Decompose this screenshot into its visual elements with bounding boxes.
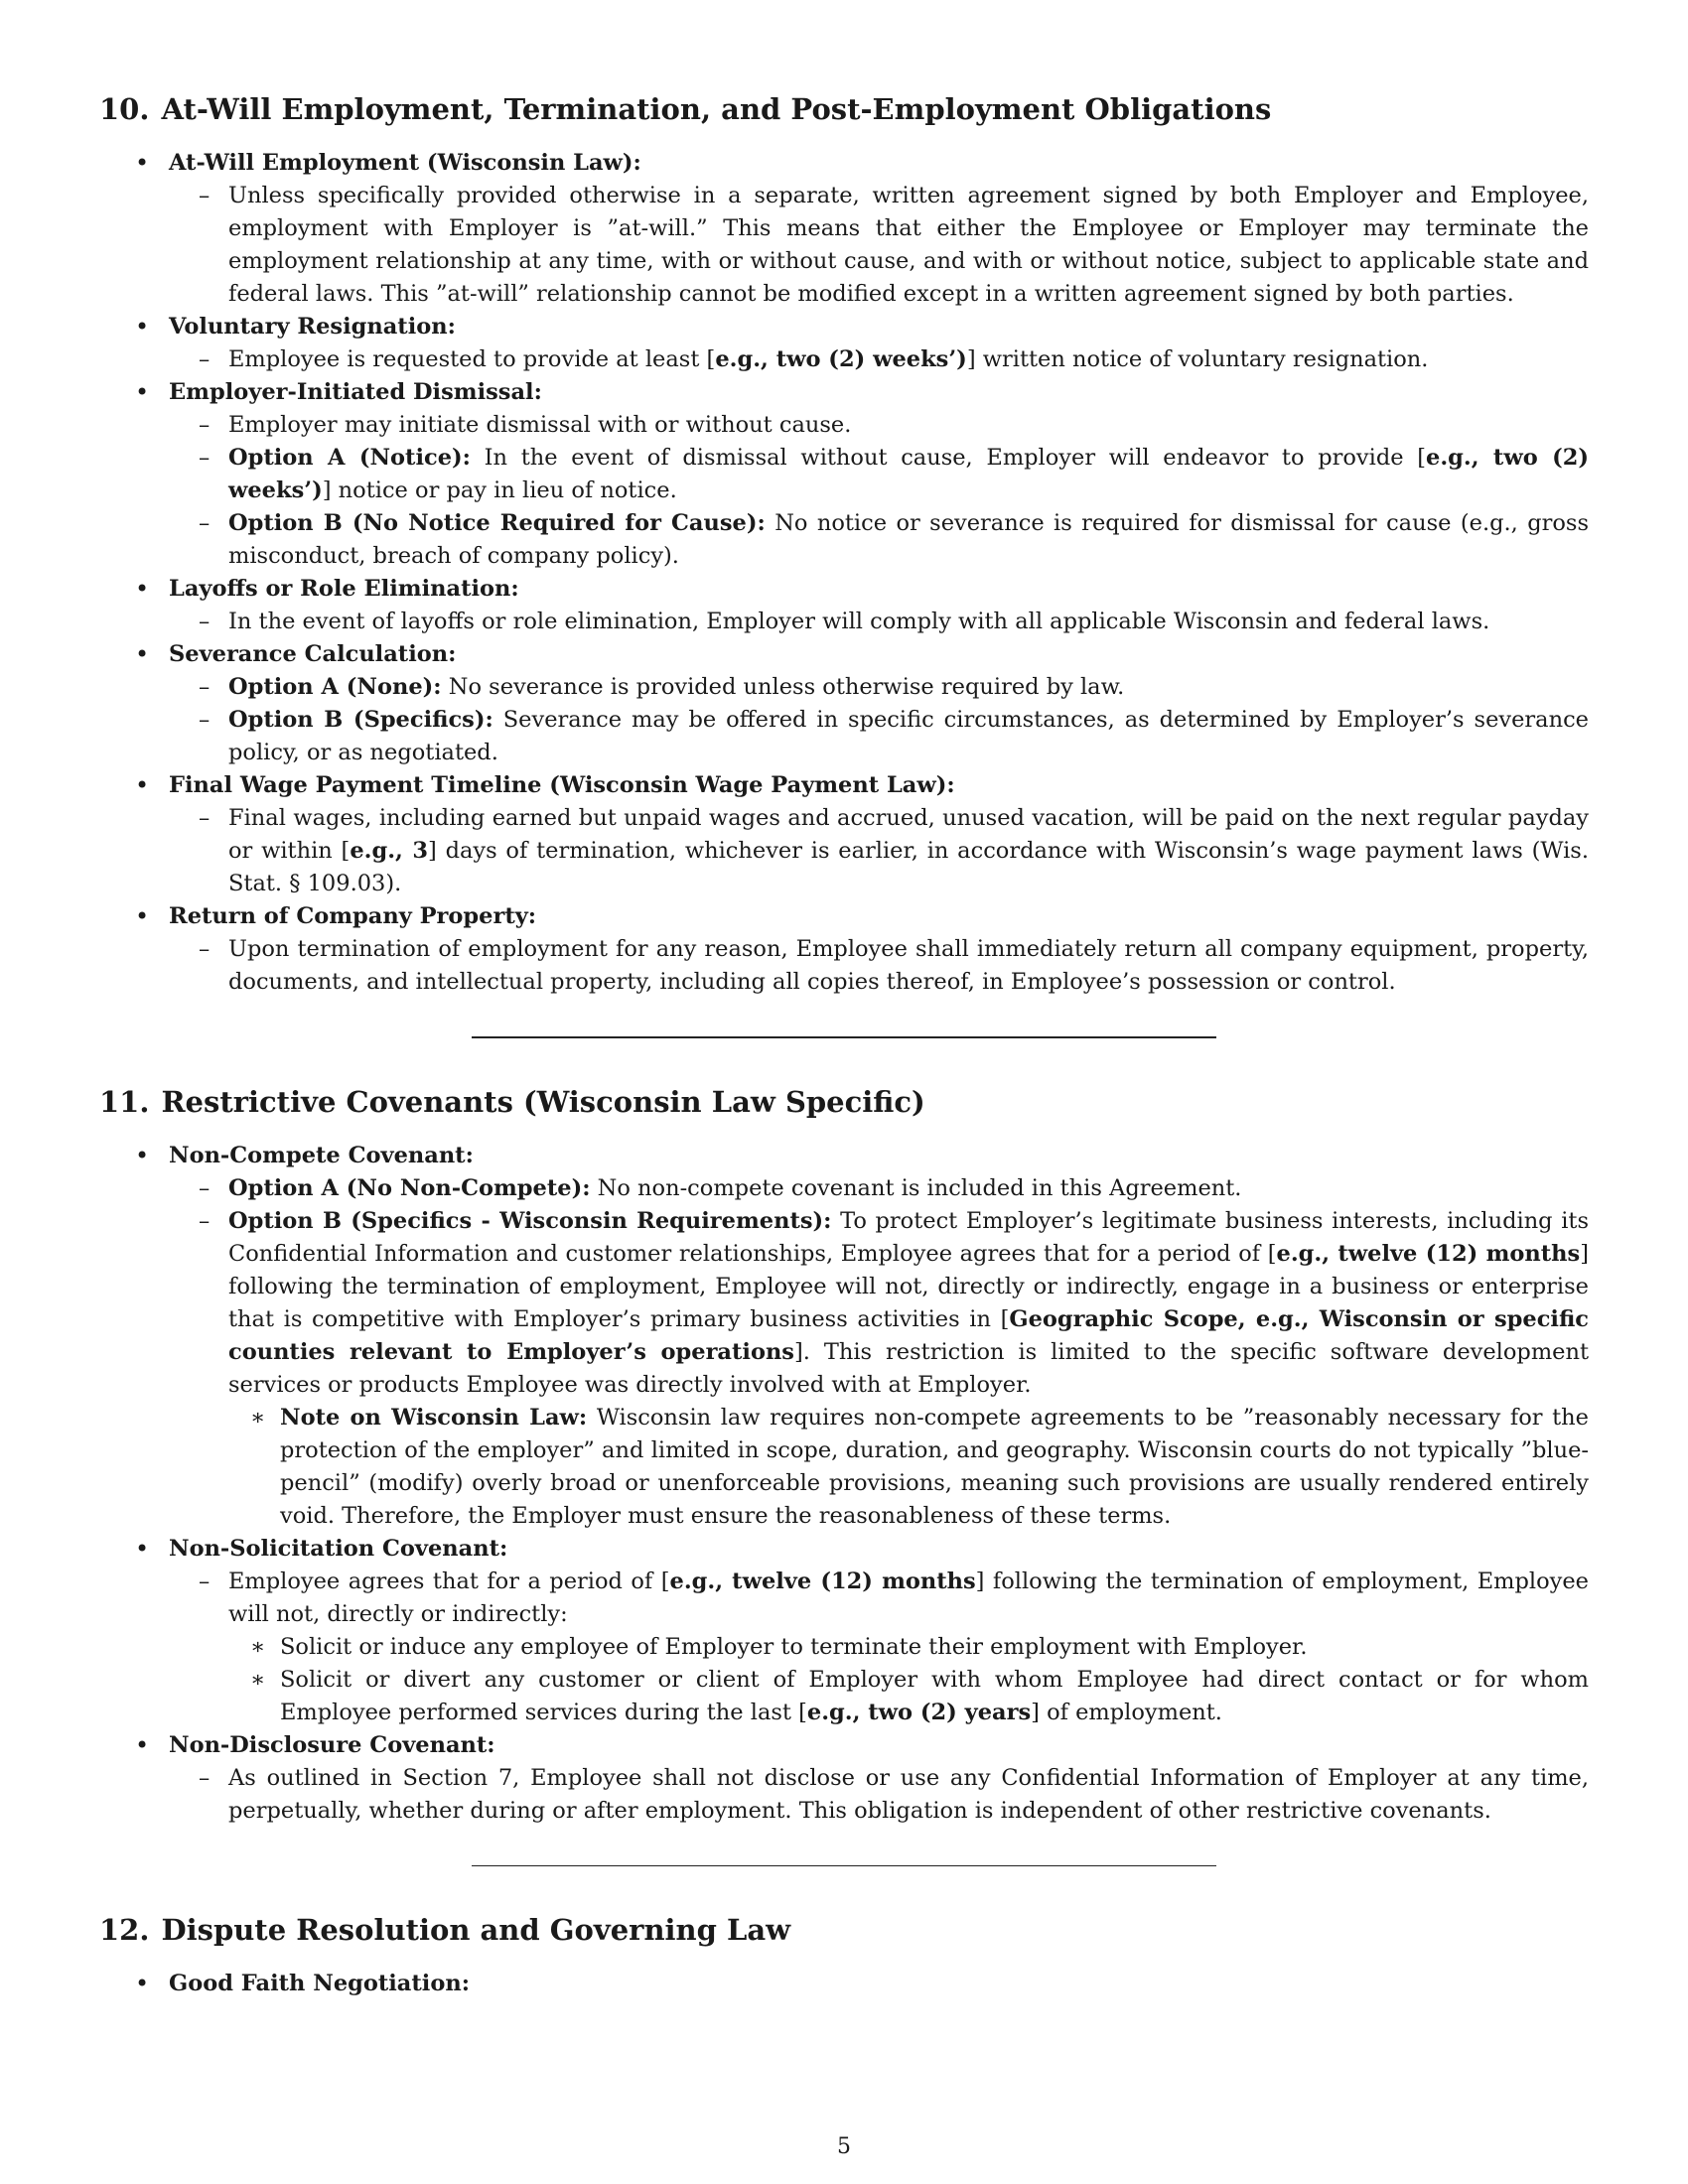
section-divider (472, 1036, 1216, 1038)
sub-item: – Option A (No Non-Compete): No non-compete covenant is included in this Agreement. (169, 1172, 1589, 1205)
note-item: ∗ Note on Wisconsin Law: Wisconsin law requires non-compete agreements to be ”reasonably necessary for the protection of the employer” and limited in scope, duration, and geography. Wisconsin courts do not typically ”blue-pencil” (modify) overly broad or unenforceable provisions, meaning such provisions are usually rendered entirely void. Therefore, the Employer must ensure the reasonableness of these terms. (228, 1402, 1589, 1533)
section-heading: 12. Dispute Resolution and Governing Law (99, 1913, 791, 1947)
list-item: • At-Will Employment (Wisconsin Law): – Unless specifically provided otherwise in a separate, written agreement signed by both Employer and Employee, employment with Employer is ”at-will.” This means that either the Employee or Employer may terminate the employment relationship at any time, with or without cause, and with or without notice, subject to applicable state and federal laws. This ”at-will” relationship cannot be modified except in a written agreement signed by both parties. (99, 147, 1589, 311)
section-heading: 10. At-Will Employment, Termination, and Post-Employment Obligations (99, 92, 1272, 126)
section-divider (472, 1865, 1216, 1866)
sub-item: – Upon termination of employment for any reason, Employee shall immediately return all company equipment, property, documents, and intellectual property, including all copies thereof, in Employee’s possession or control. (169, 933, 1589, 999)
sub-item: – Option A (Notice): In the event of dismissal without cause, Employer will endeavor to provide [e.g., two (2) weeks’)] notice or pay in lieu of notice. (169, 442, 1589, 507)
sub-item: – Unless specifically provided otherwise in a separate, written agreement signed by both Employer and Employee, employment with Employer is ”at-will.” This means that either the Employee or Employer may terminate the employment relationship at any time, with or without cause, and with or without notice, subject to applicable state and federal laws. This ”at-will” relationship cannot be modified except in a written agreement signed by both parties. (169, 180, 1589, 311)
sub-item: – Employee agrees that for a period of [e.g., twelve (12) months] following the termination of employment, Employee will not, directly or indirectly: ∗ Solicit or induce any employee of Employer to terminate their employment with Employer. ∗ Solicit or divert any customer or client of Employer with whom Employee had direct contact or for whom Employee performed services during the last [e.g., two (2) years] of employment. (169, 1566, 1589, 1729)
note-item: ∗ Solicit or induce any employee of Employer to terminate their employment with Employer. (228, 1631, 1589, 1664)
list-item: • Non-Solicitation Covenant: – Employee agrees that for a period of [e.g., twelve (12) months] following the termination of employment, Employee will not, directly or indirectly: ∗ Solicit or induce any employee of Employer to terminate their employment with Employer. ∗ Solicit or divert any customer or client of Employer with whom Employee had direct contact or for whom Employee performed services during the last [e.g., two (2) years] of employment. (99, 1533, 1589, 1729)
sub-item: – Option B (No Notice Required for Cause): No notice or severance is required for dismissal for cause (e.g., gross misconduct, breach of company policy). (169, 507, 1589, 573)
list-item: • Voluntary Resignation: – Employee is requested to provide at least [e.g., two (2) weeks’)] written notice of voluntary resignation. (99, 311, 1589, 376)
sub-item: – Employee is requested to provide at least [e.g., two (2) weeks’)] written notice of voluntary resignation. (169, 343, 1589, 376)
note-item: ∗ Solicit or divert any customer or client of Employer with whom Employee had direct contact or for whom Employee performed services during the last [e.g., two (2) years] of employment. (228, 1664, 1589, 1729)
sub-item: – As outlined in Section 7, Employee shall not disclose or use any Confidential Information of Employer at any time, perpetually, whether during or after employment. This obligation is independent of other restrictive covenants. (169, 1762, 1589, 1828)
list-item: • Non-Disclosure Covenant: – As outlined in Section 7, Employee shall not disclose or use any Confidential Information of Employer at any time, perpetually, whether during or after employment. This obligation is independent of other restrictive covenants. (99, 1729, 1589, 1828)
section-list (99, 1140, 1589, 1828)
list-item: • Layoffs or Role Elimination: – In the event of layoffs or role elimination, Employer will comply with all applicable Wisconsin and federal laws. (99, 573, 1589, 638)
list-item: • Final Wage Payment Timeline (Wisconsin Wage Payment Law): – Final wages, including earned but unpaid wages and accrued, unused vacation, will be paid on the next regular payday or within [e.g., 3] days of termination, whichever is earlier, in accordance with Wisconsin’s wage payment laws (Wis. Stat. § 109.03). (99, 769, 1589, 900)
section-list (99, 147, 1589, 999)
list-item: • Severance Calculation: – Option A (None): No severance is provided unless otherwise required by law. – Option B (Specifics): Severance may be offered in specific circumstances, as determined by Employer’s severance policy, or as negotiated. (99, 638, 1589, 769)
page-number: 5 (837, 2134, 851, 2159)
sub-item: – Final wages, including earned but unpaid wages and accrued, unused vacation, will be paid on the next regular payday or within [e.g., 3] days of termination, whichever is earlier, in accordance with Wisconsin’s wage payment laws (Wis. Stat. § 109.03). (169, 802, 1589, 900)
list-item: • Return of Company Property: – Upon termination of employment for any reason, Employee shall immediately return all company equipment, property, documents, and intellectual property, including all copies thereof, in Employee’s possession or control. (99, 900, 1589, 999)
section-heading: 11. Restrictive Covenants (Wisconsin Law Specific) (99, 1085, 925, 1119)
document-page (99, 89, 1589, 2000)
sub-item: – Option B (Specifics - Wisconsin Requirements): To protect Employer’s legitimate business interests, including its Confidential Information and customer relationships, Employee agrees that for a period of [e.g., twelve (12) months] following the termination of employment, Employee will not, directly or indirectly, engage in a business or enterprise that is competitive with Employer’s primary business activities in [Geographic Scope, e.g., Wisconsin or specific counties relevant to Employer’s operations]. This restriction is limited to the specific software development services or products Employee was directly involved with at Employer. ∗ Note on Wisconsin Law: Wisconsin law requires non-compete agreements to be ”reasonably necessary for the protection of the employer” and limited in scope, duration, and geography. Wisconsin courts do not typically ”blue-pencil” (modify) overly broad or unenforceable provisions, meaning such provisions are usually rendered entirely void. Therefore, the Employer must ensure the reasonableness of these terms. (169, 1205, 1589, 1533)
list-item: • Non-Compete Covenant: – Option A (No Non-Compete): No non-compete covenant is included in this Agreement. – Option B (Specifics - Wisconsin Requirements): To protect Employer’s legitimate business interests, including its Confidential Information and customer relationships, Employee agrees that for a period of [e.g., twelve (12) months] following the termination of employment, Employee will not, directly or indirectly, engage in a business or enterprise that is competitive with Employer’s primary business activities in [Geographic Scope, e.g., Wisconsin or specific counties relevant to Employer’s operations]. This restriction is limited to the specific software development services or products Employee was directly involved with at Employer. ∗ Note on Wisconsin Law: Wisconsin law requires non-compete agreements to be ”reasonably necessary for the protection of the employer” and limited in scope, duration, and geography. Wisconsin courts do not typically ”blue-pencil” (modify) overly broad or unenforceable provisions, meaning such provisions are usually rendered entirely void. Therefore, the Employer must ensure the reasonableness of these terms. (99, 1140, 1589, 1533)
list-item: • Employer-Initiated Dismissal: – Employer may initiate dismissal with or without cause. – Option A (Notice): In the event of dismissal without cause, Employer will endeavor to provide [e.g., two (2) weeks’)] notice or pay in lieu of notice. – Option B (No Notice Required for Cause): No notice or severance is required for dismissal for cause (e.g., gross misconduct, breach of company policy). (99, 376, 1589, 573)
sub-item: – In the event of layoffs or role elimination, Employer will comply with all applicable Wisconsin and federal laws. (169, 606, 1589, 638)
list-item: • Good Faith Negotiation: (99, 1968, 1589, 2000)
sub-item: – Option A (None): No severance is provided unless otherwise required by law. (169, 671, 1589, 704)
section-list (99, 1968, 1589, 2000)
sub-item: – Employer may initiate dismissal with or without cause. (169, 409, 1589, 442)
sub-item: – Option B (Specifics): Severance may be offered in specific circumstances, as determined by Employer’s severance policy, or as negotiated. (169, 704, 1589, 769)
